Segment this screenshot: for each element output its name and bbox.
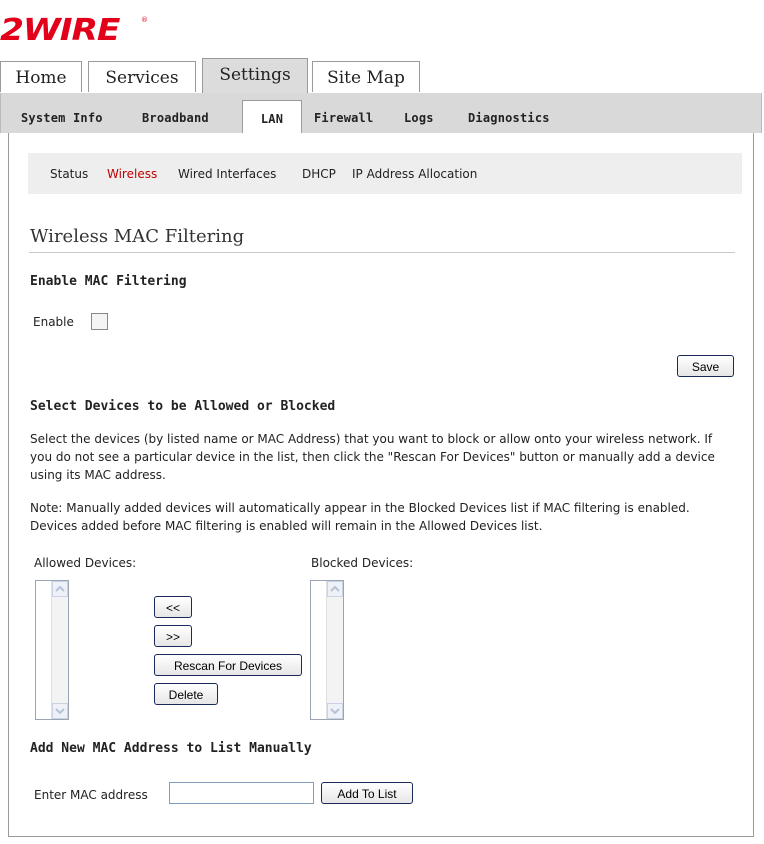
move-right-button[interactable]: >> — [154, 625, 192, 647]
subtab-lan[interactable]: LAN — [242, 100, 302, 133]
tab-site-map[interactable]: Site Map — [312, 61, 420, 92]
settings-subnav — [0, 93, 762, 133]
lan-nav-wired-interfaces[interactable]: Wired Interfaces — [178, 167, 277, 181]
subtab-system-info[interactable]: System Info — [21, 111, 103, 125]
scroll-up-icon[interactable] — [52, 581, 68, 597]
lan-nav-ip-allocation[interactable]: IP Address Allocation — [352, 167, 478, 181]
save-button[interactable]: Save — [677, 355, 734, 377]
delete-button[interactable]: Delete — [154, 683, 218, 705]
logo-text: 2WIRE — [0, 13, 120, 48]
devices-note: Note: Manually added devices will automatically appear in the Blocked Devices list if MAC filtering is enabled. Devices added before MAC filtering is enabled will remain in the Allowed Devices list. — [30, 501, 690, 533]
allowed-devices-list[interactable] — [35, 580, 69, 720]
blocked-list-scrollbar[interactable] — [326, 581, 343, 719]
move-left-button[interactable]: << — [154, 596, 192, 618]
add-mac-heading: Add New MAC Address to List Manually — [30, 741, 312, 756]
devices-description: Select the devices (by listed name or MAC Address) that you want to block or allow onto your wireless network. If you do not see a particular device in the list, then click the "Rescan For Devices" button or manually add a device using its MAC address. — [30, 432, 715, 482]
mac-address-label: Enter MAC address — [34, 788, 148, 802]
subtab-diagnostics[interactable]: Diagnostics — [468, 111, 550, 125]
tab-settings[interactable]: Settings — [202, 58, 308, 93]
lan-nav-dhcp[interactable]: DHCP — [302, 167, 336, 181]
subtab-logs[interactable]: Logs — [404, 111, 434, 125]
title-divider — [29, 252, 735, 253]
brand-logo — [0, 13, 148, 48]
blocked-devices-label: Blocked Devices: — [311, 556, 414, 570]
mac-address-input[interactable] — [169, 782, 314, 804]
lan-nav-status[interactable]: Status — [50, 167, 89, 181]
scroll-down-icon[interactable] — [52, 703, 68, 719]
subtab-broadband[interactable]: Broadband — [142, 111, 209, 125]
enable-label: Enable — [33, 315, 74, 329]
tab-services[interactable]: Services — [88, 61, 196, 92]
subtab-firewall[interactable]: Firewall — [314, 111, 374, 125]
registered-mark: ® — [141, 16, 148, 24]
scroll-up-icon[interactable] — [327, 581, 343, 597]
select-devices-heading: Select Devices to be Allowed or Blocked — [30, 399, 336, 414]
blocked-devices-list[interactable] — [310, 580, 344, 720]
mac-filtering-heading: Enable MAC Filtering — [30, 274, 187, 289]
allowed-devices-label: Allowed Devices: — [34, 556, 137, 570]
allowed-list-scrollbar[interactable] — [51, 581, 68, 719]
add-to-list-button[interactable]: Add To List — [321, 782, 413, 804]
rescan-devices-button[interactable]: Rescan For Devices — [154, 654, 302, 676]
enable-mac-filtering-checkbox[interactable] — [91, 313, 108, 330]
lan-subnav — [28, 153, 742, 194]
lan-nav-wireless[interactable]: Wireless — [107, 167, 158, 181]
top-nav — [0, 59, 764, 93]
tab-home[interactable]: Home — [0, 61, 82, 92]
content-panel — [8, 133, 754, 837]
scroll-down-icon[interactable] — [327, 703, 343, 719]
page-title: Wireless MAC Filtering — [30, 226, 245, 247]
